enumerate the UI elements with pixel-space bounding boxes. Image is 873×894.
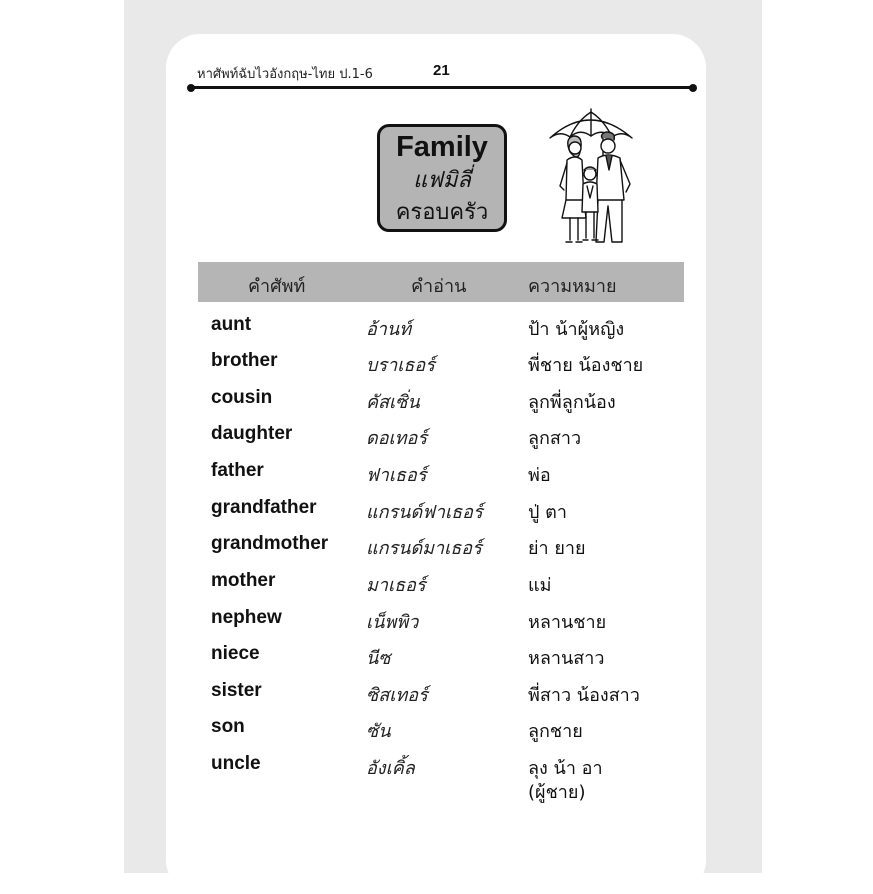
vocab-word: aunt xyxy=(211,314,252,335)
table-row xyxy=(0,643,873,673)
table-row xyxy=(0,753,873,809)
vocab-meaning: ลูกสาว xyxy=(528,428,582,449)
vocab-reading: มาเธอร์ xyxy=(366,575,426,596)
rule-end-dot xyxy=(689,84,697,92)
vocab-word: niece xyxy=(211,643,260,664)
header-rule xyxy=(191,86,693,89)
topic-title-thai: ครอบครัว xyxy=(395,200,489,225)
vocab-table-header xyxy=(198,262,684,302)
vocab-word: grandfather xyxy=(211,497,317,518)
vocab-reading: แกรนด์ฟาเธอร์ xyxy=(366,502,483,523)
vocab-meaning: ลูกพี่ลูกน้อง xyxy=(528,392,616,413)
vocab-reading: ซิสเทอร์ xyxy=(366,685,428,706)
vocab-meaning: หลานสาว xyxy=(528,648,605,669)
topic-title-box xyxy=(377,124,507,232)
vocab-word: father xyxy=(211,460,264,481)
running-title: หาศัพท์ฉับไวอังกฤษ-ไทย ป.1-6 xyxy=(197,67,373,82)
vocab-reading: คัสเซิ่น xyxy=(366,392,420,413)
vocab-reading: แกรนด์มาเธอร์ xyxy=(366,538,482,559)
vocab-meaning: ลุง น้า อา xyxy=(528,758,603,779)
vocab-word: nephew xyxy=(211,607,282,628)
vocab-reading: เน็พพิว xyxy=(366,612,419,633)
vocab-word: uncle xyxy=(211,753,261,774)
vocab-meaning: ลูกชาย xyxy=(528,721,583,742)
table-row xyxy=(0,533,873,563)
vocab-meaning: ป้า น้าผู้หญิง xyxy=(528,319,625,340)
rule-end-dot xyxy=(187,84,195,92)
vocab-word: brother xyxy=(211,350,278,371)
vocab-reading: ดอเทอร์ xyxy=(366,428,427,449)
table-row xyxy=(0,497,873,527)
vocab-reading: อ้านท์ xyxy=(366,319,412,340)
vocab-reading: ฟาเธอร์ xyxy=(366,465,427,486)
vocab-word: grandmother xyxy=(211,533,329,554)
table-row xyxy=(0,423,873,453)
table-row xyxy=(0,387,873,417)
vocab-meaning: พี่ชาย น้องชาย xyxy=(528,355,644,376)
vocab-word: mother xyxy=(211,570,276,591)
column-header-meaning: ความหมาย xyxy=(528,276,617,297)
vocab-word: cousin xyxy=(211,387,273,408)
vocab-meaning-line2: (ผู้ชาย) xyxy=(528,782,586,803)
table-row xyxy=(0,460,873,490)
topic-title-english: Family xyxy=(396,131,488,163)
vocab-reading: อังเคิ้ล xyxy=(366,758,415,779)
table-row xyxy=(0,350,873,380)
vocab-reading: ซัน xyxy=(366,721,391,742)
vocab-reading: นีซ xyxy=(366,648,391,669)
vocab-meaning: พ่อ xyxy=(528,465,551,486)
table-row xyxy=(0,314,873,344)
table-row xyxy=(0,607,873,637)
vocab-meaning: ย่า ยาย xyxy=(528,538,586,559)
table-row xyxy=(0,716,873,746)
vocab-meaning: พี่สาว น้องสาว xyxy=(528,685,640,706)
vocab-meaning: หลานชาย xyxy=(528,612,607,633)
family-under-umbrella-icon xyxy=(540,108,640,250)
vocab-word: son xyxy=(211,716,245,737)
vocab-word: sister xyxy=(211,680,262,701)
vocab-word: daughter xyxy=(211,423,293,444)
table-row xyxy=(0,680,873,710)
topic-title-pronunciation: แฟมิลี่ xyxy=(413,168,471,193)
vocab-meaning: แม่ xyxy=(528,575,552,596)
table-row xyxy=(0,570,873,600)
vocab-meaning: ปู่ ตา xyxy=(528,502,567,523)
column-header-word: คำศัพท์ xyxy=(248,276,306,297)
page-number: 21 xyxy=(433,62,450,79)
vocab-reading: บราเธอร์ xyxy=(366,355,435,376)
column-header-reading: คำอ่าน xyxy=(411,276,467,297)
